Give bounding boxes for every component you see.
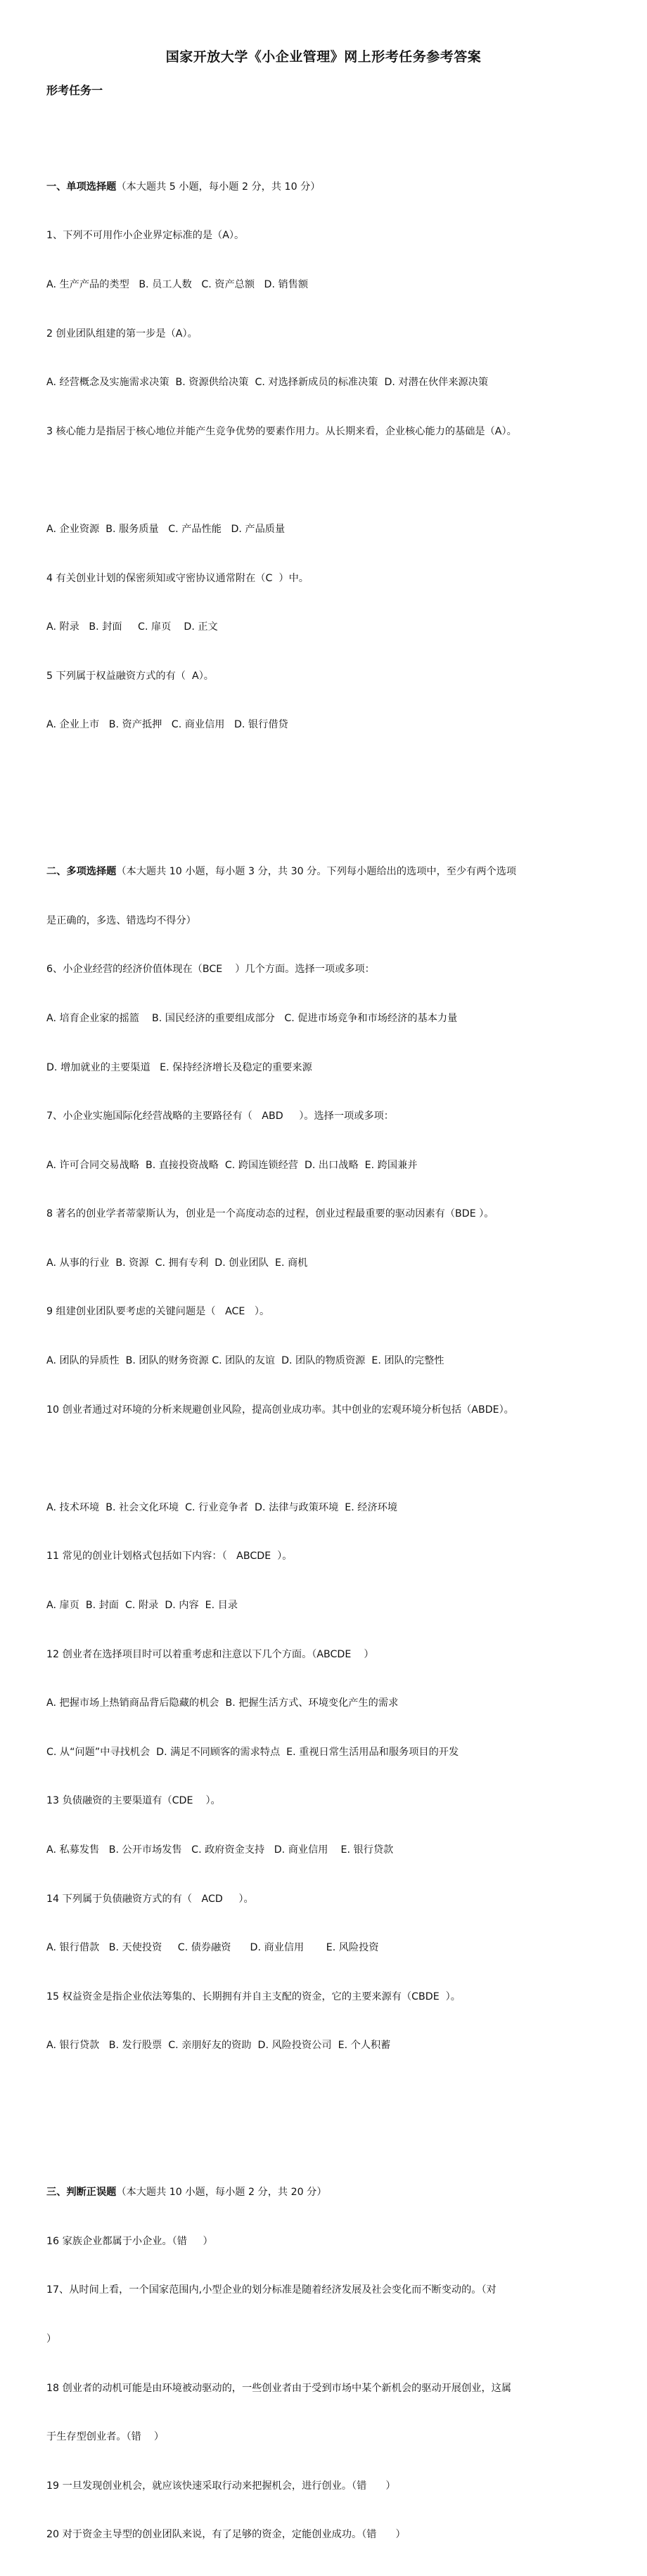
section-note: （本大题共 10 小题，每小题 2 分，共 20 分） — [116, 2187, 327, 2199]
document-body — [46, 114, 609, 2576]
question-line: 3 核心能力是指居于核心地位并能产生竞争优势的要素作用力。从长期来看，企业核心能力的基础是（A）。 — [46, 425, 517, 437]
question-line: 16 家族企业都属于小企业。（错 ） — [46, 2235, 213, 2247]
option-line: A. 生产产品的类型 B. 员工人数 C. 资产总额 D. 销售额 — [46, 279, 309, 290]
question-line: 19 一旦发现创业机会，就应该快速采取行动来把握机会，进行创业。（错 ） — [46, 2480, 396, 2492]
question-line: 4 有关创业计划的保密须知或守密协议通常附在（C ）中。 — [46, 572, 309, 584]
option-line: A. 团队的异质性 B. 团队的财务资源 C. 团队的友谊 D. 团队的物质资源 E. 团队的完整性 — [46, 1355, 444, 1367]
option-line: D. 增加就业的主要渠道 E. 保持经济增长及稳定的重要来源 — [46, 1061, 312, 1073]
section-note: （本大题共 10 小题，每小题 3 分，共 30 分。下列每小题给出的选项中，至少有两个选项 — [116, 866, 517, 878]
document-title: 国家开放大学《小企业管理》网上形考任务参考答案 — [165, 49, 482, 65]
section-gap — [46, 2103, 609, 2119]
question-line: 2 创业团队组建的第一步是（A）。 — [46, 328, 198, 339]
section-1-header — [46, 179, 609, 195]
question-line: 18 创业者的动机可能是由环境被动驱动的，一些创业者由于受到市场中某个新机会的驱动开展创业，这属 — [46, 2382, 512, 2394]
section-heading: 三、判断正误题 — [46, 2187, 117, 2199]
option-line: A. 把握市场上热销商品背后隐藏的机会 B. 把握生活方式、环境变化产生的需求 — [46, 1697, 399, 1709]
option-line: A. 培育企业家的摇篮 B. 国民经济的重要组成部分 C. 促进市场竞争和市场经济的基本力量 — [46, 1012, 458, 1024]
option-line: A. 经营概念及实施需求决策 B. 资源供给决策 C. 对选择新成员的标准决策 D. 对潜在伙伴来源决策 — [46, 377, 489, 389]
option-line: A. 扉页 B. 封面 C. 附录 D. 内容 E. 目录 — [46, 1600, 238, 1612]
question-line: 6、小企业经营的经济价值体现在（BCE ）几个方面。选择一项或多项： — [46, 964, 375, 976]
question-line: 1、下列不可用作小企业界定标准的是（A）。 — [46, 230, 245, 242]
option-line: A. 银行借款 B. 天使投资 C. 债券融资 D. 商业信用 E. 风险投资 — [46, 1942, 379, 1954]
question-line: 7、小企业实施国际化经营战略的主要路径有（ ABD ）。选择一项或多项： — [46, 1111, 394, 1122]
question-line: 9 组建创业团队要考虑的关键问题是（ ACE ）。 — [46, 1306, 270, 1318]
option-line: A. 从事的行业 B. 资源 C. 拥有专利 D. 创业团队 E. 商机 — [46, 1257, 308, 1269]
question-line-continued: 于生存型创业者。（错 ） — [46, 2431, 165, 2443]
question-line: 20 对于资金主导型的创业团队来说，有了足够的资金，定能创业成功。（错 ） — [46, 2529, 406, 2541]
section-3-header — [46, 2185, 609, 2201]
option-line: A. 私募发售 B. 公开市场发售 C. 政府资金支持 D. 商业信用 E. 银行贷款 — [46, 1844, 394, 1856]
task-title: 形考任务一 — [46, 84, 103, 97]
option-line: A. 许可合同交易战略 B. 直接投资战略 C. 跨国连锁经营 D. 出口战略 E. 跨国兼并 — [46, 1159, 418, 1171]
question-line: 11 常见的创业计划格式包括如下内容：（ ABCDE ）。 — [46, 1551, 293, 1562]
section-heading: 一、单项选择题 — [46, 181, 117, 193]
question-line: 10 创业者通过对环境的分析来规避创业风险，提高创业成功率。其中创业的宏观环境分析包括（ABDE）。 — [46, 1404, 514, 1416]
question-line: 17、从时间上看，一个国家范围内,小型企业的划分标准是随着经济发展及社会变化而不断变动的。（对 — [46, 2284, 497, 2296]
question-line: 8 著名的创业学者蒂蒙斯认为，创业是一个高度动态的过程，创业过程最重要的驱动因素有（BDE ）。 — [46, 1208, 494, 1220]
section-note: （本大题共 5 小题，每小题 2 分，共 10 分） — [116, 181, 321, 193]
section-heading: 二、多项选择题 — [46, 866, 117, 878]
question-line: 15 权益资金是指企业依法筹集的、长期拥有并自主支配的资金，它的主要来源有（CBDE ）。 — [46, 1991, 461, 2002]
question-line: 5 下列属于权益融资方式的有（ A）。 — [46, 670, 214, 682]
question-line: 12 创业者在选择项目时可以着重考虑和注意以下几个方面。（ABCDE ） — [46, 1648, 374, 1660]
section-note-continued: 是正确的，多选、错选均不得分） — [46, 914, 196, 926]
blank-line — [46, 472, 609, 488]
blank-line — [46, 1451, 609, 1467]
option-line: A. 企业上市 B. 资产抵押 C. 商业信用 D. 银行借贷 — [46, 719, 288, 731]
option-line: A. 附录 B. 封面 C. 扉页 D. 正文 — [46, 621, 218, 633]
option-line: A. 企业资源 B. 服务质量 C. 产品性能 D. 产品质量 — [46, 523, 286, 535]
question-line-continued: ） — [46, 2333, 57, 2345]
section-gap — [46, 782, 609, 798]
option-line: A. 技术环境 B. 社会文化环境 C. 行业竞争者 D. 法律与政策环境 E. 经济环境 — [46, 1501, 398, 1513]
option-line: A. 银行贷款 B. 发行股票 C. 亲朋好友的资助 D. 风险投资公司 E. 个人积蓄 — [46, 2040, 391, 2052]
question-line: 13 负债融资的主要渠道有（CDE ）。 — [46, 1795, 221, 1807]
question-line: 14 下列属于负债融资方式的有（ ACD ）。 — [46, 1893, 254, 1905]
option-line: C. 从“问题”中寻找机会 D. 满足不同顾客的需求特点 E. 重视日常生活用品和服务项目的开发 — [46, 1746, 459, 1758]
section-2-header — [46, 864, 609, 880]
